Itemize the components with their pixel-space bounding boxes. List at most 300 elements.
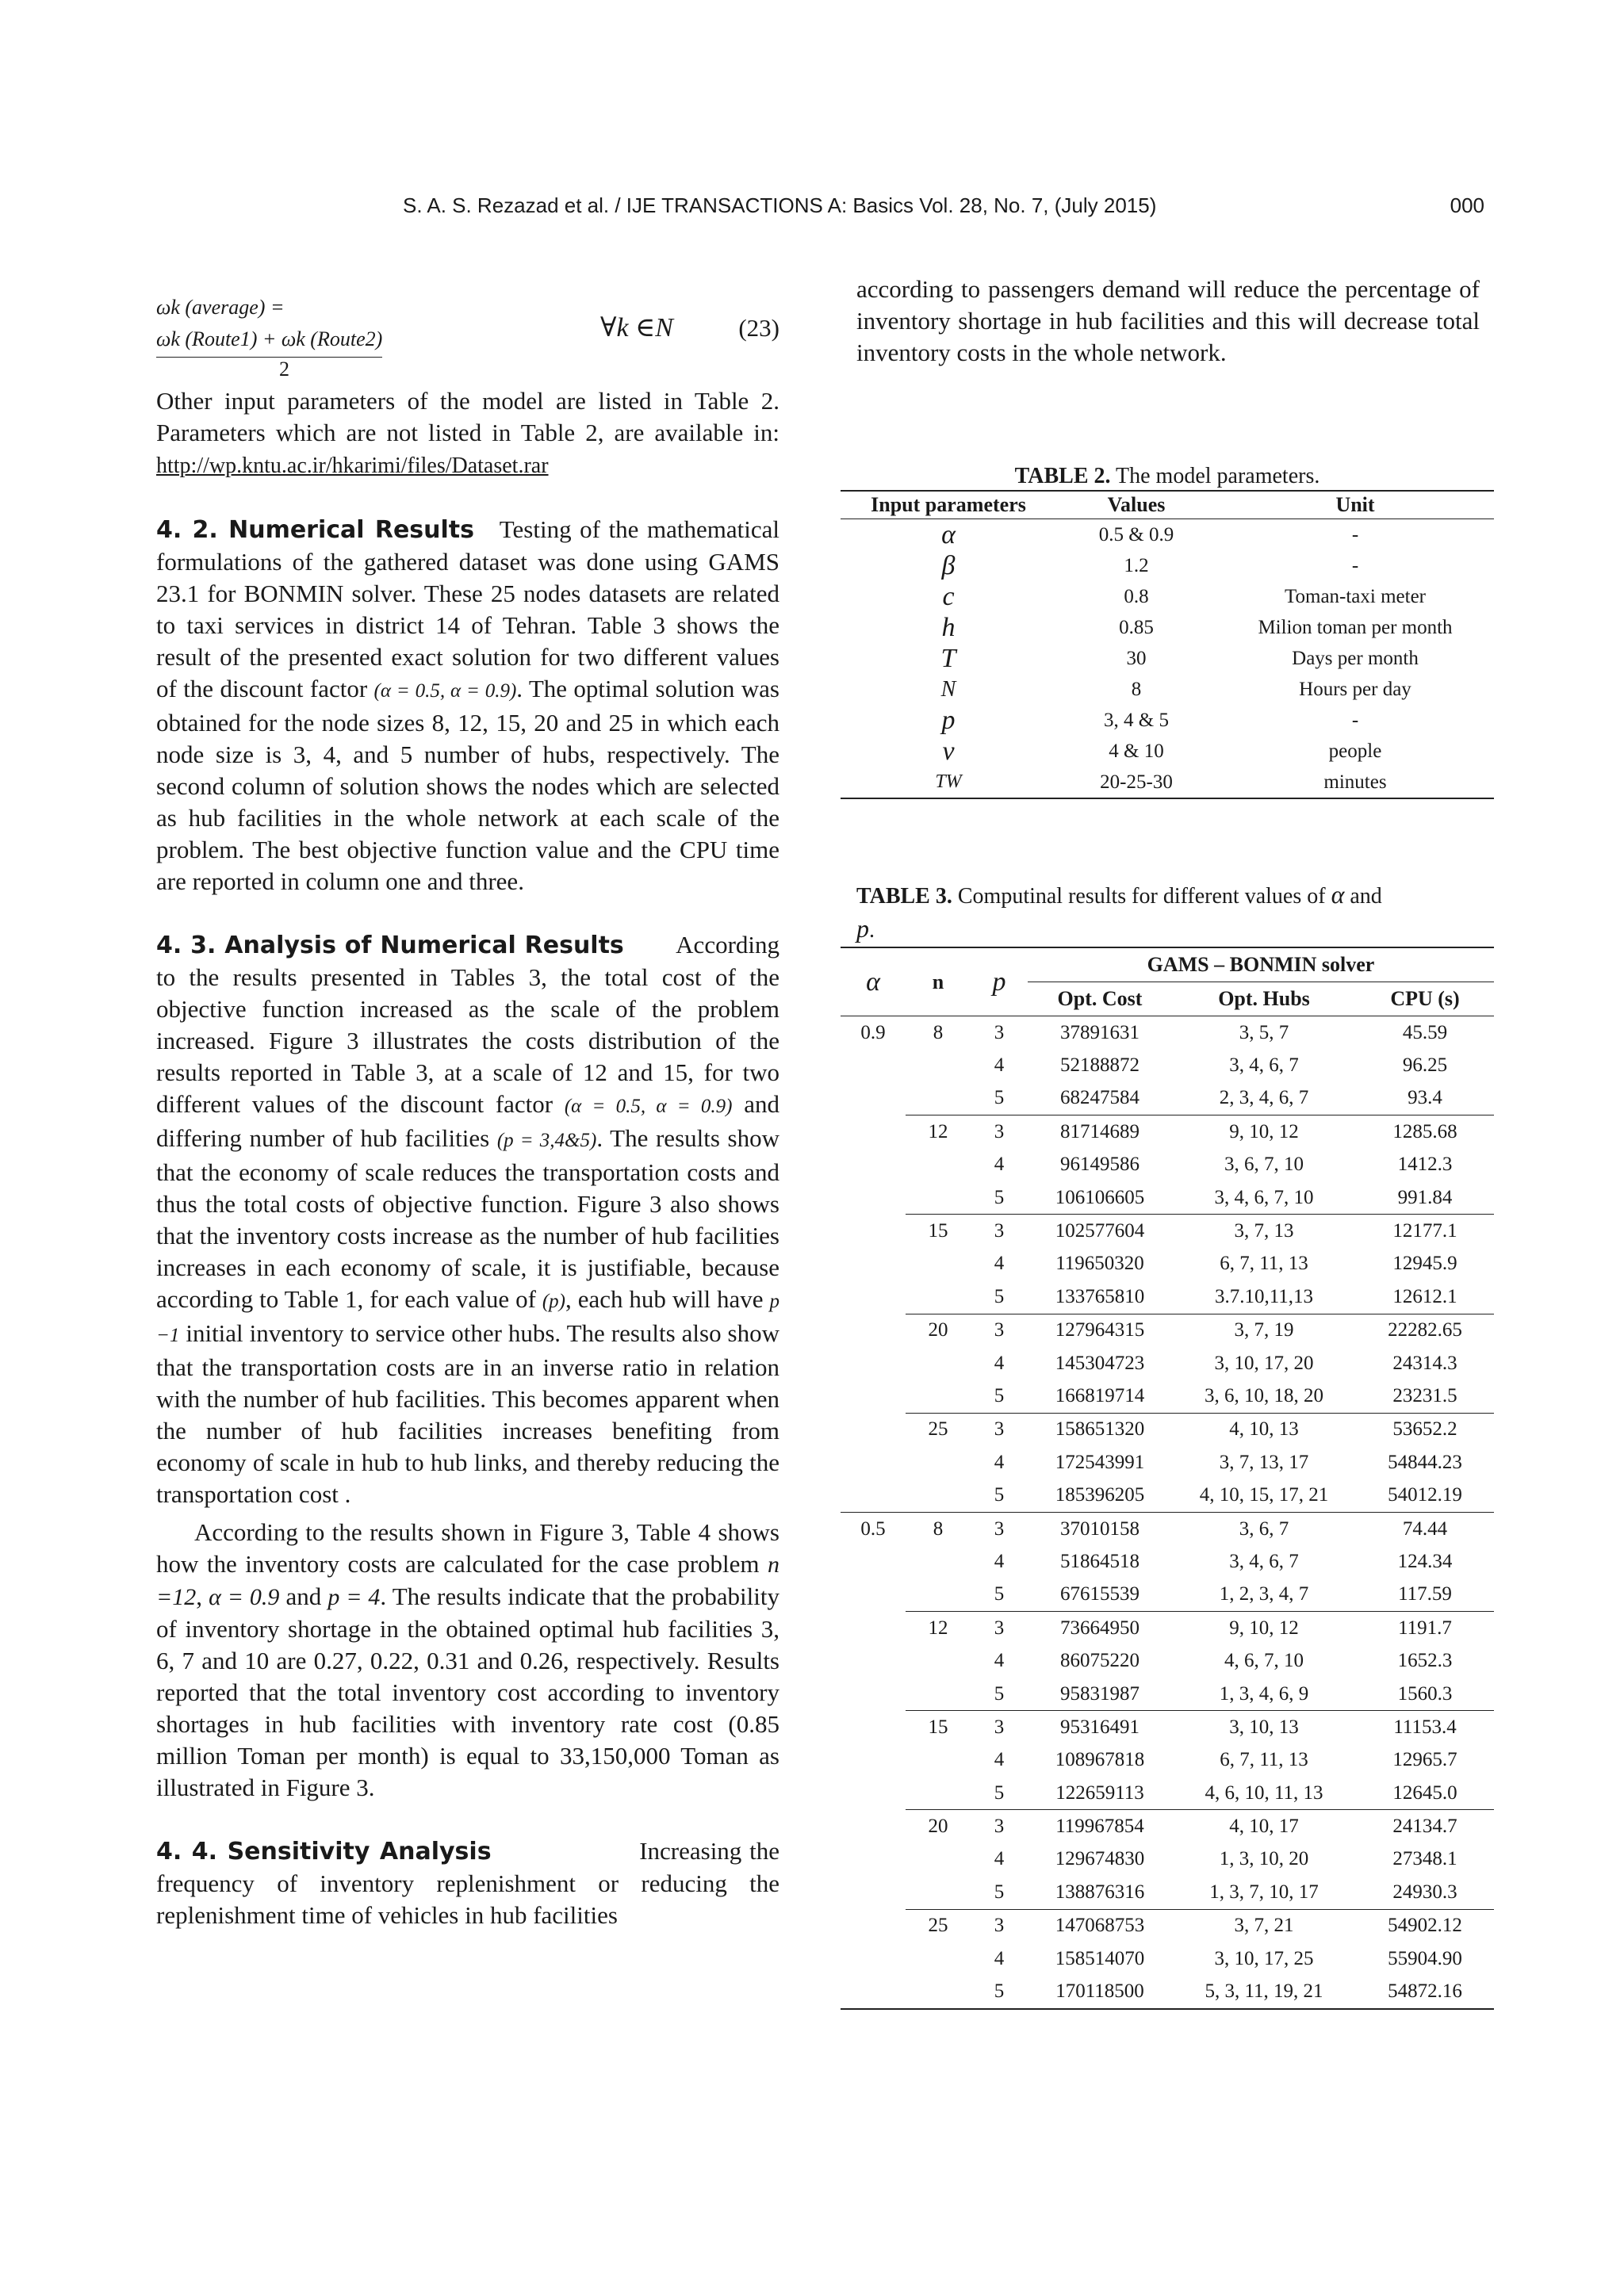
table-3-cell-cpu: 1652.3 xyxy=(1397,1650,1453,1672)
table-3-cell-p: 4 xyxy=(994,1749,1005,1771)
table-2-cell-param: c xyxy=(942,581,955,611)
table-3-cell-p: 3 xyxy=(994,1220,1005,1242)
table-2-cell-param: v xyxy=(942,736,955,766)
figure-3-math-n: n =12 xyxy=(156,1552,779,1610)
section-4-2-text-2: . The optimal solution was obtained for the node sizes 8, 12, 15, 20 and 25 in which each node size is 3, 4, and 5 number of hubs, respectively. The second column of solution shows the nodes which are selected as hub facilities in the whole network at each scale of the problem. The best objective function value and the CPU time are reported in column one and three. xyxy=(156,675,780,895)
table-3-cell-hubs: 4, 10, 15, 17, 21 xyxy=(1172,1479,1356,1512)
table-3-cell-n xyxy=(906,1644,971,1677)
table-3-row xyxy=(841,1678,1494,1711)
table-3-cell-p: 4 xyxy=(994,1352,1005,1374)
section-4-2 xyxy=(156,514,779,897)
table-3-cell-n: 8 xyxy=(933,1517,944,1540)
table-3-cell-hubs: 3, 7, 13 xyxy=(1234,1220,1294,1242)
table-3-cell-p: 5 xyxy=(971,1876,1028,1909)
dataset-link[interactable]: http://wp.kntu.ac.ir/hkarimi/files/Dataset.rar xyxy=(156,453,549,478)
table-3-cell-cost: 73664950 xyxy=(1060,1617,1139,1639)
table-2-cell-value: 20-25-30 xyxy=(1056,767,1216,798)
table-3-cell-cpu: 74.44 xyxy=(1402,1517,1448,1540)
table-3-cell-p: 4 xyxy=(994,1054,1005,1077)
paragraph-parameters xyxy=(156,385,779,482)
figure-3-math-alpha: α = 0.9 xyxy=(209,1584,280,1610)
table-3-row xyxy=(841,1909,1494,1942)
table-3-cell-n xyxy=(906,1446,971,1479)
table-3-row xyxy=(841,1280,1494,1314)
table-3-cell-alpha: 0.5 xyxy=(860,1517,886,1540)
table-3-cell-alpha xyxy=(841,1545,906,1578)
table-3-cell-cpu: 12177.1 xyxy=(1392,1220,1457,1242)
table-3-cell-n xyxy=(906,1876,971,1909)
table-2-cell-value: 1.2 xyxy=(1124,554,1149,576)
table-3-cell-p: 3 xyxy=(994,1716,1005,1738)
table-3-row xyxy=(841,1215,1494,1248)
table-3-cell-p: 5 xyxy=(971,1181,1028,1215)
table-3-cell-alpha xyxy=(841,1711,906,1744)
table-3-header-n: n xyxy=(906,947,971,1016)
table-3-row xyxy=(841,1082,1494,1115)
table-3-cell-cpu: 24134.7 xyxy=(1392,1816,1457,1838)
table-3-cell-alpha xyxy=(841,1479,906,1512)
table-3-cell-alpha xyxy=(841,1644,906,1677)
table-3-cell-n: 20 xyxy=(928,1319,948,1341)
table-3-cell-cpu: 11153.4 xyxy=(1393,1716,1457,1738)
table-3-cell-hubs: 3, 4, 6, 7 xyxy=(1229,1054,1299,1077)
table-3-cell-hubs: 3, 10, 17, 25 xyxy=(1214,1947,1314,1969)
section-4-3-math-4: p −1 xyxy=(156,1291,779,1346)
paragraph-figure-3 xyxy=(156,1517,779,1804)
table-3-cell-n xyxy=(906,1082,971,1115)
table-2-row xyxy=(841,705,1494,736)
table-3-cell-hubs: 4, 10, 17 xyxy=(1229,1816,1299,1838)
table-3-cell-n: 12 xyxy=(928,1617,948,1639)
table-2-header-value: Values xyxy=(1056,491,1216,519)
table-3-header-p: p xyxy=(971,947,1028,1016)
table-3-cell-alpha xyxy=(841,1777,906,1810)
table-3-cell-alpha xyxy=(841,1876,906,1909)
table-3-cell-cost: 51864518 xyxy=(1060,1550,1139,1572)
equation-line-1: ωk (average) = xyxy=(156,296,285,319)
section-4-4-title: 4. 4. Sensitivity Analysis xyxy=(156,1838,492,1866)
table-3-cell-cost: 108967818 xyxy=(1055,1749,1145,1771)
table-3-cell-hubs: 3, 6, 7 xyxy=(1239,1517,1289,1540)
table-3-label: TABLE 3. xyxy=(856,884,952,909)
table-3-row xyxy=(841,1512,1494,1545)
table-3-cell-cost: 95831987 xyxy=(1028,1678,1172,1711)
table-3-cell-cpu: 12945.9 xyxy=(1392,1253,1457,1275)
table-3-cell-p: 4 xyxy=(994,1253,1005,1275)
table-3-cell-p: 5 xyxy=(971,1678,1028,1711)
table-3-cell-hubs: 2, 3, 4, 6, 7 xyxy=(1172,1082,1356,1115)
table-3-cell-cost: 158514070 xyxy=(1055,1947,1145,1969)
table-3-cell-cpu: 54012.19 xyxy=(1356,1479,1494,1512)
table-3-caption-text: Computinal results for different values of xyxy=(952,884,1331,909)
table-2-cell-param: h xyxy=(941,612,956,642)
table-3-cell-alpha xyxy=(841,1280,906,1314)
table-3-cell-n xyxy=(906,1479,971,1512)
table-2-cell-unit: - xyxy=(1351,709,1359,731)
table-2-row xyxy=(841,767,1494,798)
table-2-cell-unit: - xyxy=(1351,523,1359,545)
table-3-cell-cost: 170118500 xyxy=(1028,1975,1172,2008)
table-2 xyxy=(841,490,1494,799)
table-3-cell-alpha xyxy=(841,1909,906,1942)
table-3-cell-cost: 106106605 xyxy=(1028,1181,1172,1215)
table-3-row xyxy=(841,1347,1494,1380)
table-3-cell-alpha xyxy=(841,1181,906,1215)
table-3-cell-p: 5 xyxy=(971,1578,1028,1612)
table-3-cell-hubs: 3, 5, 7 xyxy=(1239,1021,1289,1043)
right-column xyxy=(856,274,1480,369)
table-3-row xyxy=(841,1744,1494,1777)
table-3-cell-alpha xyxy=(841,1975,906,2008)
table-2-cell-param: α xyxy=(941,519,956,549)
table-3-row xyxy=(841,1479,1494,1512)
table-3-cell-n xyxy=(906,1744,971,1777)
table-3-cell-hubs: 3, 6, 7, 10 xyxy=(1224,1154,1304,1176)
table-2-cell-unit: Hours per day xyxy=(1299,678,1411,700)
table-3-row xyxy=(841,1876,1494,1909)
table-3-cell-cost: 166819714 xyxy=(1028,1380,1172,1413)
table-3-row xyxy=(841,1314,1494,1347)
figure-3-and: and xyxy=(279,1582,328,1610)
table-3-cell-n xyxy=(906,1578,971,1612)
table-3-cell-cpu: 117.59 xyxy=(1356,1578,1494,1612)
table-3-cell-p: 3 xyxy=(994,1120,1005,1142)
table-3-row xyxy=(841,1810,1494,1843)
table-3-cell-p: 4 xyxy=(994,1848,1005,1870)
table-3-cell-n: 25 xyxy=(928,1915,948,1937)
table-3-cell-cost: 129674830 xyxy=(1055,1848,1145,1870)
table-2-cell-unit: - xyxy=(1351,554,1359,576)
table-3-cell-alpha xyxy=(841,1612,906,1645)
table-3-cell-n xyxy=(906,1942,971,1975)
table-3-cell-cpu: 1285.68 xyxy=(1392,1120,1457,1142)
table-3-caption-end: . xyxy=(869,918,875,943)
table-3-cell-hubs: 4, 6, 7, 10 xyxy=(1224,1650,1304,1672)
table-3-cell-hubs: 1, 3, 10, 20 xyxy=(1219,1848,1309,1870)
page-number: 000 xyxy=(1450,193,1484,217)
table-3-cell-cost: 102577604 xyxy=(1055,1220,1145,1242)
equation-quantifier: ∀k ∈N xyxy=(600,313,673,342)
table-3-row xyxy=(841,1446,1494,1479)
table-3-cell-n: 25 xyxy=(928,1418,948,1441)
table-3-caption xyxy=(856,878,1480,947)
table-3-cell-hubs: 3, 4, 6, 7 xyxy=(1229,1550,1299,1572)
section-4-2-title: 4. 2. Numerical Results xyxy=(156,516,474,544)
table-3-row xyxy=(841,1975,1494,2008)
table-3-cell-cpu: 93.4 xyxy=(1356,1082,1494,1115)
table-3-cell-cost: 86075220 xyxy=(1060,1650,1139,1672)
table-3-cell-cpu: 54844.23 xyxy=(1388,1451,1462,1473)
table-3-cell-p: 3 xyxy=(994,1319,1005,1341)
table-3-cell-cpu: 12965.7 xyxy=(1392,1749,1457,1771)
table-3-caption-and: and xyxy=(1344,884,1382,909)
table-2-cell-value: 0.8 xyxy=(1124,585,1149,607)
table-2-row xyxy=(841,674,1494,705)
table-2-cell-param: β xyxy=(941,550,956,580)
table-3-header-alpha: α xyxy=(841,947,906,1016)
table-3-cell-hubs: 3, 10, 13 xyxy=(1229,1716,1299,1738)
table-3-cell-alpha xyxy=(841,1215,906,1248)
table-3-cell-cpu: 96.25 xyxy=(1402,1054,1448,1077)
table-2-cell-value: 30 xyxy=(1126,647,1147,669)
table-3-cell-p: 3 xyxy=(994,1816,1005,1838)
table-3-header-cpu: CPU (s) xyxy=(1356,982,1494,1016)
figure-3-separator: , xyxy=(196,1582,209,1610)
table-3-cell-p: 5 xyxy=(971,1380,1028,1413)
figure-3-text-1: According to the results shown in Figure 3, Table 4 shows how the inventory costs are calculated for the case problem xyxy=(156,1518,779,1578)
table-3-cell-alpha xyxy=(841,1347,906,1380)
table-3-cell-cost: 37010158 xyxy=(1060,1517,1139,1540)
table-3-row xyxy=(841,1181,1494,1215)
table-3-cell-hubs: 5, 3, 11, 19, 21 xyxy=(1172,1975,1356,2008)
table-3-cell-alpha: 0.9 xyxy=(860,1021,886,1043)
table-3-row xyxy=(841,1049,1494,1081)
table-3-row xyxy=(841,1545,1494,1578)
table-3-cell-cost: 158651320 xyxy=(1055,1418,1145,1441)
table-3-cell-alpha xyxy=(841,1578,906,1612)
table-3-cell-hubs: 6, 7, 11, 13 xyxy=(1220,1749,1308,1771)
table-3-cell-n xyxy=(906,1545,971,1578)
table-3-cell-n xyxy=(906,1049,971,1081)
table-3-cell-n: 20 xyxy=(928,1816,948,1838)
table-2-cell-param: p xyxy=(941,705,956,735)
table-2-cell-unit: Milion toman per month xyxy=(1258,616,1453,638)
table-3-cell-cost: 96149586 xyxy=(1060,1154,1139,1176)
table-3-cell-cost: 122659113 xyxy=(1028,1777,1172,1810)
table-2-cell-param: N xyxy=(940,676,956,702)
table-2-cell-unit: people xyxy=(1328,740,1382,762)
table-3-cell-p: 4 xyxy=(994,1650,1005,1672)
table-3-row xyxy=(841,1843,1494,1876)
table-3-cell-cost: 81714689 xyxy=(1060,1120,1139,1142)
table-3-row xyxy=(841,1115,1494,1149)
table-3-caption-p: p xyxy=(856,914,869,943)
figure-3-math-p: p = 4 xyxy=(327,1584,381,1610)
table-2-row xyxy=(841,736,1494,767)
table-3-cell-hubs: 3, 7, 13, 17 xyxy=(1219,1451,1309,1473)
equation-numerator: ωk (Route1) + ωk (Route2) xyxy=(156,323,382,358)
table-3-cell-n xyxy=(906,1975,971,2008)
section-4-4-text: Increasing the frequency of inventory replenishment or reducing the replenishment time of vehicles in hub facilities xyxy=(156,1837,779,1929)
table-3-row xyxy=(841,1777,1494,1810)
table-3-row xyxy=(841,1612,1494,1645)
equation-denominator: 2 xyxy=(279,358,289,381)
left-column xyxy=(156,277,779,1931)
table-2-cell-unit: Toman-taxi meter xyxy=(1284,585,1427,607)
table-3 xyxy=(841,947,1494,2010)
table-3-cell-p: 5 xyxy=(971,1975,1028,2008)
table-3-cell-cpu: 24314.3 xyxy=(1392,1352,1457,1374)
table-3-cell-cost: 68247584 xyxy=(1028,1082,1172,1115)
table-3-cell-alpha xyxy=(841,1744,906,1777)
table-3-cell-p: 5 xyxy=(971,1479,1028,1512)
table-3-cell-cpu: 991.84 xyxy=(1356,1181,1494,1215)
table-3-header-cost: Opt. Cost xyxy=(1028,982,1172,1016)
table-3-cell-cpu: 27348.1 xyxy=(1392,1848,1457,1870)
table-3-cell-p: 3 xyxy=(994,1418,1005,1441)
table-3-cell-cost: 119967854 xyxy=(1055,1816,1144,1838)
table-3-cell-alpha xyxy=(841,1446,906,1479)
table-3-cell-p: 3 xyxy=(994,1517,1005,1540)
table-3-cell-p: 5 xyxy=(971,1280,1028,1314)
table-3-cell-p: 4 xyxy=(994,1550,1005,1572)
table-3-cell-hubs: 3, 10, 17, 20 xyxy=(1214,1352,1314,1374)
table-3-cell-p: 5 xyxy=(971,1777,1028,1810)
table-2-cell-value: 0.5 & 0.9 xyxy=(1098,523,1174,545)
table-3-cell-n: 15 xyxy=(928,1220,948,1242)
table-3-cell-alpha xyxy=(841,1843,906,1876)
table-3-cell-cpu: 124.34 xyxy=(1397,1550,1453,1572)
equation-number: (23) xyxy=(738,314,779,342)
section-4-2-text-1: Testing of the mathematical formulations of the gathered dataset was done using GAMS 23.1 for BONMIN solver. These 25 nodes datasets are related to taxi services in district 14 of Tehran. Table 3 shows the result of the presented exact solution for two different values of the discount factor xyxy=(156,515,779,702)
table-3-cell-p: 4 xyxy=(994,1947,1005,1969)
table-3-cell-n xyxy=(906,1777,971,1810)
table-3-cell-p: 4 xyxy=(994,1451,1005,1473)
table-2-cell-unit: minutes xyxy=(1216,767,1494,798)
table-2-cell-unit: Days per month xyxy=(1292,647,1419,669)
table-3-cell-hubs: 3, 6, 10, 18, 20 xyxy=(1172,1380,1356,1413)
table-3-cell-cpu: 53652.2 xyxy=(1392,1418,1457,1441)
table-3-cell-cost: 172543991 xyxy=(1055,1451,1145,1473)
table-3-cell-hubs: 1, 3, 7, 10, 17 xyxy=(1172,1876,1356,1909)
table-3-cell-alpha xyxy=(841,1082,906,1115)
table-3-row xyxy=(841,1413,1494,1446)
table-3-cell-cpu: 22282.65 xyxy=(1388,1319,1462,1341)
table-3-cell-cost: 147068753 xyxy=(1055,1915,1145,1937)
table-3-cell-alpha xyxy=(841,1413,906,1446)
table-3-row xyxy=(841,1578,1494,1612)
section-4-3-title: 4. 3. Analysis of Numerical Results xyxy=(156,932,624,959)
section-4-3 xyxy=(156,929,779,1510)
table-3-cell-n xyxy=(906,1347,971,1380)
table-2-label: TABLE 2. xyxy=(1014,464,1111,488)
table-3-cell-cpu: 1560.3 xyxy=(1356,1678,1494,1711)
table-2-cell-value: 8 xyxy=(1131,678,1142,700)
table-3-cell-cost: 127964315 xyxy=(1055,1319,1145,1341)
table-2-row xyxy=(841,550,1494,581)
table-3-cell-n: 15 xyxy=(928,1716,948,1738)
table-3-cell-cost: 119650320 xyxy=(1055,1253,1144,1275)
equation-23 xyxy=(156,277,779,381)
table-3-cell-n xyxy=(906,1380,971,1413)
table-3-cell-cost: 145304723 xyxy=(1055,1352,1145,1374)
table-3-row xyxy=(841,1644,1494,1677)
table-3-cell-n: 12 xyxy=(928,1120,948,1142)
table-3-cell-cpu: 45.59 xyxy=(1402,1021,1448,1043)
section-4-3-text-4: , each hub will have xyxy=(565,1285,770,1313)
figure-3-text-2: . The results indicate that the probability of inventory shortage in the obtained optimal hub facilities 3, 6, 7 and 10 are 0.27, 0.22, 0.31 and 0.26, respectively. Results reported that the total inventory cost according to inventory shortages in hub facilities with inventory rate cost (0.85 million Toman per month) is equal to 33,150,000 Toman as illustrated in Figure 3. xyxy=(156,1582,779,1801)
table-3-cell-n xyxy=(906,1149,971,1181)
table-3-cell-cost: 185396205 xyxy=(1028,1479,1172,1512)
table-3-cell-cost: 95316491 xyxy=(1060,1716,1139,1738)
table-3-cell-cpu: 24930.3 xyxy=(1356,1876,1494,1909)
table-3-cell-alpha xyxy=(841,1314,906,1347)
table-3-cell-hubs: 1, 3, 4, 6, 9 xyxy=(1172,1678,1356,1711)
table-3-cell-alpha xyxy=(841,1049,906,1081)
table-3-cell-p: 4 xyxy=(994,1154,1005,1176)
discount-factor-math: (α = 0.5, α = 0.9) xyxy=(373,680,517,702)
paragraph-parameters-text: Other input parameters of the model are listed in Table 2. Parameters which are not listed in Table 2, are available in: xyxy=(156,387,779,446)
table-3-cell-cpu: 55904.90 xyxy=(1388,1947,1462,1969)
table-3-row xyxy=(841,1016,1494,1050)
table-3-row xyxy=(841,1942,1494,1975)
table-3-cell-hubs: 3, 7, 21 xyxy=(1234,1915,1294,1937)
table-3-cell-hubs: 4, 10, 13 xyxy=(1229,1418,1299,1441)
table-2-cell-value: 0.85 xyxy=(1119,616,1154,638)
section-4-3-text-2: and differing number of hub facilities xyxy=(156,1090,779,1152)
table-3-cell-cpu: 1191.7 xyxy=(1398,1617,1452,1639)
table-3-cell-hubs: 4, 6, 10, 11, 13 xyxy=(1172,1777,1356,1810)
table-3-cell-cost: 133765810 xyxy=(1028,1280,1172,1314)
table-3-cell-alpha xyxy=(841,1115,906,1149)
section-4-3-math-1: (α = 0.5, α = 0.9) xyxy=(564,1096,733,1117)
section-4-3-text-3: . The results show that the economy of scale reduces the transportation costs and thus the total costs of objective function. Figure 3 also shows that the inventory costs increase as the number of hub facilities increases in each economy of scale, it is justifiable, because according to Table 1, for each value of xyxy=(156,1124,780,1313)
table-3-cell-cost: 67615539 xyxy=(1028,1578,1172,1612)
table-3-cell-hubs: 9, 10, 12 xyxy=(1229,1120,1299,1142)
table-2-row xyxy=(841,643,1494,674)
table-2-header-unit: Unit xyxy=(1216,491,1494,519)
table-3-cell-hubs: 6, 7, 11, 13 xyxy=(1220,1253,1308,1275)
table-3-cell-n xyxy=(906,1280,971,1314)
table-3-cell-hubs: 3, 4, 6, 7, 10 xyxy=(1172,1181,1356,1215)
section-4-3-text-5: initial inventory to service other hubs. The results also show that the transportation costs are in an inverse ratio in relation with the number of hub facilities. This becomes apparent when the number of hub facilities increases benefiting from economy of scale in hub to hub links, and thereby reducing the transportation cost . xyxy=(156,1319,779,1508)
table-3-cell-cost: 138876316 xyxy=(1028,1876,1172,1909)
table-3-cell-cpu: 23231.5 xyxy=(1356,1380,1494,1413)
table-3-cell-n xyxy=(906,1181,971,1215)
table-3-cell-n xyxy=(906,1248,971,1280)
table-3-header-hubs: Opt. Hubs xyxy=(1172,982,1356,1016)
section-4-3-math-3: (p) xyxy=(542,1291,565,1312)
table-3-cell-hubs: 1, 2, 3, 4, 7 xyxy=(1172,1578,1356,1612)
table-2-row xyxy=(841,612,1494,643)
table-3-row xyxy=(841,1380,1494,1413)
table-2-caption xyxy=(841,464,1494,489)
table-3-cell-n xyxy=(906,1678,971,1711)
table-3-cell-cost: 52188872 xyxy=(1060,1054,1139,1077)
table-2-caption-text: The model parameters. xyxy=(1110,464,1320,488)
table-3-cell-hubs: 3, 7, 19 xyxy=(1234,1319,1294,1341)
section-4-4 xyxy=(156,1835,779,1931)
table-2-row xyxy=(841,519,1494,551)
table-3-cell-alpha xyxy=(841,1380,906,1413)
section-4-3-math-2: (p = 3,4&5) xyxy=(496,1130,597,1151)
table-3-cell-alpha xyxy=(841,1248,906,1280)
table-3-cell-cpu: 12612.1 xyxy=(1356,1280,1494,1314)
table-3-cell-cpu: 12645.0 xyxy=(1356,1777,1494,1810)
table-3-row xyxy=(841,1711,1494,1744)
table-2-cell-value: 4 & 10 xyxy=(1109,740,1164,762)
table-3-header-solver: GAMS – BONMIN solver xyxy=(1028,947,1494,982)
table-3-caption-alpha: α xyxy=(1331,880,1345,909)
table-2-cell-param: T xyxy=(940,643,956,673)
table-3-cell-alpha xyxy=(841,1810,906,1843)
table-2-cell-value: 3, 4 & 5 xyxy=(1104,709,1169,731)
table-2-row xyxy=(841,581,1494,612)
table-3-cell-p: 3 xyxy=(994,1915,1005,1937)
table-3-cell-hubs: 9, 10, 12 xyxy=(1229,1617,1299,1639)
running-head-text: S. A. S. Rezazad et al. / IJE TRANSACTIONS A: Basics Vol. 28, No. 7, (July 2015) xyxy=(403,193,1157,217)
table-3-cell-alpha xyxy=(841,1942,906,1975)
table-3-cell-p: 5 xyxy=(971,1082,1028,1115)
section-4-3-text-1: According to the results presented in Tables 3, the total cost of the objective function increased as the scale of the problem increased. Figure 3 illustrates the costs distribution of the results reported in Table 3, at a scale of 12 and 15, for two different values of the discount factor xyxy=(156,931,780,1118)
table-3-cell-n: 8 xyxy=(933,1021,944,1043)
paragraph-continuation: according to passengers demand will reduce the percentage of inventory shortage in hub facilities and this will decrease total inventory costs in the whole network. xyxy=(856,275,1480,366)
table-3-cell-alpha xyxy=(841,1678,906,1711)
table-3-row xyxy=(841,1248,1494,1280)
table-2-header-param: Input parameters xyxy=(841,491,1056,519)
table-3-cell-alpha xyxy=(841,1149,906,1181)
table-3-cell-n xyxy=(906,1843,971,1876)
